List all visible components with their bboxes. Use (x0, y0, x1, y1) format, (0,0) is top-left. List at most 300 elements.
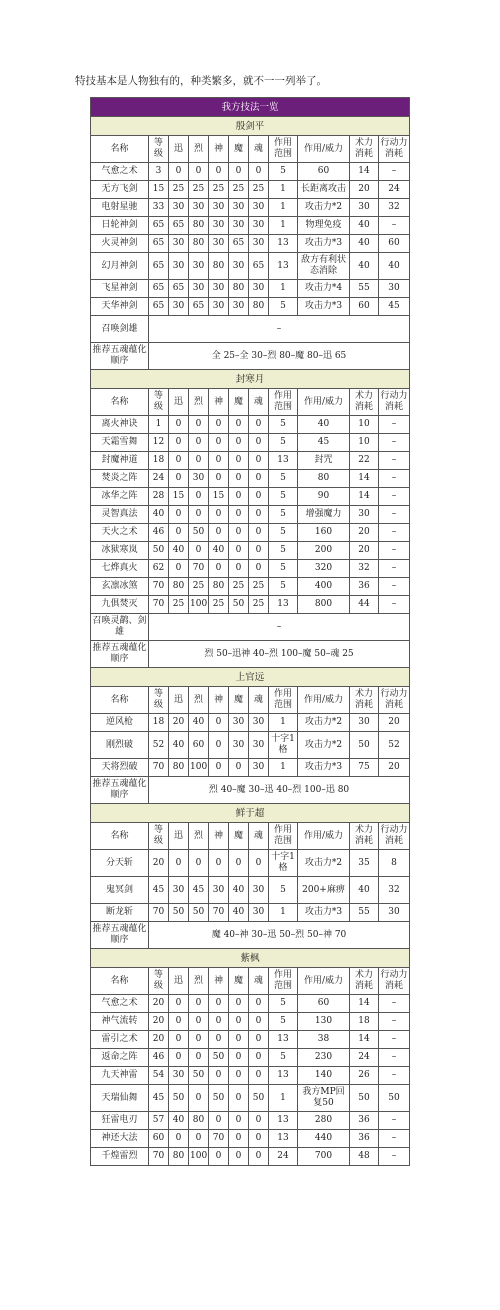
table-cell: 230 (298, 1049, 350, 1067)
table-cell: 5 (269, 298, 298, 316)
table-row (91, 1130, 410, 1148)
table-cell: 80 (189, 235, 209, 253)
table-cell: 440 (298, 1130, 350, 1148)
column-header: 术力消耗 (350, 687, 379, 714)
table-cell: 45 (379, 298, 410, 316)
table-cell: 8 (379, 850, 410, 877)
table-cell: 40 (189, 714, 209, 732)
table-cell: 18 (149, 452, 169, 470)
table-row (91, 235, 410, 253)
table-cell: 5 (269, 1013, 298, 1031)
column-header: 作用/威力 (298, 823, 350, 850)
table-cell: 0 (229, 1085, 249, 1112)
table-cell: 25 (189, 181, 209, 199)
table-cell: 1 (269, 759, 298, 777)
table-cell: 40 (169, 542, 189, 560)
table-cell: 13 (269, 452, 298, 470)
table-cell: 攻击力*3 (298, 759, 350, 777)
table-cell: 65 (249, 253, 269, 280)
table-cell: 0 (209, 524, 229, 542)
column-header: 烈 (189, 389, 209, 416)
table-cell: 30 (209, 217, 229, 235)
table-cell: 0 (209, 1031, 229, 1049)
table-row (91, 578, 410, 596)
table-cell: 30 (249, 714, 269, 732)
table-cell: 40 (298, 416, 350, 434)
column-header: 术力消耗 (350, 823, 379, 850)
table-cell: 65 (169, 217, 189, 235)
column-header: 名称 (91, 136, 149, 163)
table-cell: 0 (169, 506, 189, 524)
table-cell: 45 (189, 877, 209, 904)
table-cell: 0 (229, 434, 249, 452)
table-cell: 50 (169, 1085, 189, 1112)
table-cell: 0 (249, 1148, 269, 1166)
table-cell: 65 (149, 217, 169, 235)
table-cell: 50 (249, 1085, 269, 1112)
table-cell: 5 (269, 578, 298, 596)
table-cell: 30 (229, 217, 249, 235)
table-cell: 60 (350, 298, 379, 316)
table-cell: 80 (249, 298, 269, 316)
column-header: 烈 (189, 823, 209, 850)
recommend-label: 推荐五魂蕴化顺序 (91, 343, 149, 370)
table-cell: 1 (269, 714, 298, 732)
table-cell: 0 (209, 452, 229, 470)
table-cell: – (379, 506, 410, 524)
column-header: 魔 (229, 968, 249, 995)
table-row (91, 253, 410, 280)
table-cell: 0 (169, 470, 189, 488)
table-cell: 100 (189, 1148, 209, 1166)
table-cell: 幻月神剑 (91, 253, 149, 280)
table-cell: – (379, 1067, 410, 1085)
character-name: 鲜于超 (91, 804, 410, 823)
table-cell: 0 (189, 416, 209, 434)
table-cell: 40 (350, 217, 379, 235)
character-name: 紫枫 (91, 949, 410, 968)
table-cell: 0 (169, 1013, 189, 1031)
table-cell: 50 (149, 542, 169, 560)
table-cell: 冰华之阵 (91, 488, 149, 506)
table-cell: – (379, 416, 410, 434)
table-row (91, 542, 410, 560)
table-cell: 400 (298, 578, 350, 596)
recommend-label: 推荐五魂蕴化顺序 (91, 641, 149, 668)
table-cell: 0 (249, 163, 269, 181)
table-cell: 0 (169, 995, 189, 1013)
table-cell: 攻击力*3 (298, 298, 350, 316)
table-cell: 25 (229, 181, 249, 199)
table-cell: 40 (229, 904, 249, 922)
table-cell: 30 (169, 298, 189, 316)
table-cell: 80 (169, 1148, 189, 1166)
table-cell: 5 (269, 488, 298, 506)
column-header: 作用范围 (269, 968, 298, 995)
summon-value: – (149, 614, 410, 641)
table-cell: 10 (350, 416, 379, 434)
column-header: 术力消耗 (350, 389, 379, 416)
character-row (91, 804, 410, 823)
recommend-label: 推荐五魂蕴化顺序 (91, 922, 149, 949)
table-cell: 14 (350, 163, 379, 181)
table-cell: 45 (149, 1085, 169, 1112)
table-cell: 44 (350, 596, 379, 614)
table-cell: 0 (189, 452, 209, 470)
table-cell: 25 (209, 596, 229, 614)
table-cell: 30 (169, 199, 189, 217)
table-cell: 0 (209, 434, 229, 452)
table-cell: 物理免疫 (298, 217, 350, 235)
table-cell: 50 (189, 1067, 209, 1085)
table-cell: 46 (149, 1049, 169, 1067)
table-cell: 70 (149, 759, 169, 777)
summon-label: 召唤灵鹋、剑雄 (91, 614, 149, 641)
table-cell: 0 (169, 163, 189, 181)
table-cell: 70 (189, 560, 209, 578)
table-cell: 天华神剑 (91, 298, 149, 316)
table-cell: 1 (269, 217, 298, 235)
table-cell: 十字1格 (269, 850, 298, 877)
table-cell: 14 (350, 470, 379, 488)
table-cell: 45 (298, 434, 350, 452)
table-cell: – (379, 488, 410, 506)
table-cell: 130 (298, 1013, 350, 1031)
column-header: 神 (209, 687, 229, 714)
table-cell: 45 (149, 877, 169, 904)
table-cell: 24 (269, 1148, 298, 1166)
recommend-label: 推荐五魂蕴化顺序 (91, 777, 149, 804)
column-header: 名称 (91, 687, 149, 714)
table-cell: 30 (249, 732, 269, 759)
table-cell: 30 (169, 1067, 189, 1085)
table-cell: 25 (169, 596, 189, 614)
table-cell: 0 (169, 560, 189, 578)
table-cell: 65 (149, 280, 169, 298)
column-header: 作用范围 (269, 136, 298, 163)
table-cell: 1 (269, 199, 298, 217)
table-cell: 0 (249, 850, 269, 877)
column-header: 神 (209, 136, 229, 163)
table-cell: 雷引之术 (91, 1031, 149, 1049)
table-cell: 1 (269, 280, 298, 298)
table-cell: 飞星神剑 (91, 280, 149, 298)
table-row (91, 280, 410, 298)
table-cell: 千煌雷烈 (91, 1148, 149, 1166)
table-cell: 返命之阵 (91, 1049, 149, 1067)
table-cell: 3 (149, 163, 169, 181)
table-cell: 36 (350, 1130, 379, 1148)
column-header: 术力消耗 (350, 968, 379, 995)
table-cell: 长距离攻击 (298, 181, 350, 199)
table-cell: 0 (229, 995, 249, 1013)
table-cell: 0 (189, 1013, 209, 1031)
character-name: 上官远 (91, 668, 410, 687)
table-cell: 1 (269, 904, 298, 922)
table-cell: 火灵神剑 (91, 235, 149, 253)
character-row (91, 668, 410, 687)
table-cell: – (379, 1148, 410, 1166)
table-cell: 70 (149, 578, 169, 596)
recommend-row (91, 641, 410, 668)
table-cell: 200+麻痹 (298, 877, 350, 904)
table-row (91, 199, 410, 217)
table-cell: 5 (269, 1049, 298, 1067)
table-cell: 0 (189, 434, 209, 452)
table-cell: 80 (209, 578, 229, 596)
recommend-row (91, 343, 410, 370)
table-cell: 0 (169, 524, 189, 542)
table-row (91, 506, 410, 524)
table-cell: 5 (269, 524, 298, 542)
table-cell: 30 (189, 470, 209, 488)
table-row (91, 560, 410, 578)
table-row (91, 596, 410, 614)
table-row (91, 1031, 410, 1049)
table-cell: – (379, 542, 410, 560)
table-cell: 敌方有利状态消除 (298, 253, 350, 280)
table-row (91, 850, 410, 877)
table-cell: 13 (269, 596, 298, 614)
table-cell: 0 (249, 488, 269, 506)
table-cell: 0 (209, 995, 229, 1013)
table-cell: 30 (229, 298, 249, 316)
table-cell: 50 (350, 732, 379, 759)
column-header: 迅 (169, 389, 189, 416)
table-row (91, 163, 410, 181)
header-row (91, 389, 410, 416)
table-cell: 30 (249, 217, 269, 235)
column-header: 等级 (149, 968, 169, 995)
table-cell: 30 (169, 877, 189, 904)
table-cell: 0 (189, 1130, 209, 1148)
table-cell: 50 (209, 1049, 229, 1067)
column-header: 魂 (249, 823, 269, 850)
table-cell: 九天神雷 (91, 1067, 149, 1085)
table-cell: 30 (249, 904, 269, 922)
table-cell: 40 (379, 253, 410, 280)
column-header: 魂 (249, 136, 269, 163)
table-cell: 40 (209, 542, 229, 560)
table-cell: 50 (189, 524, 209, 542)
table-cell: 40 (350, 235, 379, 253)
table-cell: 0 (189, 1031, 209, 1049)
table-cell: 30 (169, 235, 189, 253)
table-cell: 0 (189, 995, 209, 1013)
column-header: 术力消耗 (350, 136, 379, 163)
table-cell: 0 (229, 1049, 249, 1067)
table-cell: 0 (189, 1049, 209, 1067)
table-cell: 36 (350, 1112, 379, 1130)
character-name: 殷剑平 (91, 117, 410, 136)
table-cell: – (379, 560, 410, 578)
table-cell: 13 (269, 1130, 298, 1148)
table-cell: 0 (209, 1013, 229, 1031)
table-cell: – (379, 524, 410, 542)
table-cell: 50 (229, 596, 249, 614)
table-cell: 65 (169, 280, 189, 298)
table-cell: 70 (149, 1148, 169, 1166)
table-row (91, 1112, 410, 1130)
table-row (91, 1013, 410, 1031)
table-cell: 90 (298, 488, 350, 506)
table-row (91, 217, 410, 235)
table-cell: 32 (379, 199, 410, 217)
table-cell: 25 (229, 578, 249, 596)
table-cell: 30 (350, 714, 379, 732)
table-cell: 0 (229, 1067, 249, 1085)
table-cell: 50 (169, 904, 189, 922)
table-cell: 28 (149, 488, 169, 506)
table-cell: 25 (169, 181, 189, 199)
table-cell: 30 (209, 298, 229, 316)
recommend-row (91, 777, 410, 804)
table-cell: 0 (229, 850, 249, 877)
table-cell: 1 (269, 181, 298, 199)
table-cell: 攻击力*2 (298, 199, 350, 217)
column-header: 迅 (169, 136, 189, 163)
table-cell: 12 (149, 434, 169, 452)
table-cell: 70 (209, 904, 229, 922)
table-cell: 0 (209, 732, 229, 759)
table-cell: 0 (209, 470, 229, 488)
table-cell: 0 (189, 850, 209, 877)
table-cell: 40 (169, 1112, 189, 1130)
table-cell: – (379, 596, 410, 614)
table-cell: – (379, 1013, 410, 1031)
table-cell: 0 (169, 1031, 189, 1049)
table-cell: 0 (249, 1031, 269, 1049)
table-cell: 0 (229, 452, 249, 470)
table-cell: 5 (269, 163, 298, 181)
table-cell: 13 (269, 1031, 298, 1049)
table-cell: 0 (229, 1112, 249, 1130)
table-cell: 60 (298, 995, 350, 1013)
table-row (91, 181, 410, 199)
table-cell: 0 (229, 506, 249, 524)
table-cell: 60 (189, 732, 209, 759)
table-cell: 0 (249, 452, 269, 470)
table-cell: 日轮神剑 (91, 217, 149, 235)
table-cell: 80 (229, 280, 249, 298)
table-cell: 30 (249, 235, 269, 253)
table-cell: 20 (379, 759, 410, 777)
table-cell: 15 (209, 488, 229, 506)
table-cell: 0 (249, 506, 269, 524)
table-cell: 54 (149, 1067, 169, 1085)
column-header: 魔 (229, 389, 249, 416)
summon-label: 召唤剑雄 (91, 316, 149, 343)
table-cell: 0 (209, 163, 229, 181)
table-cell: 5 (269, 560, 298, 578)
table-cell: 14 (350, 995, 379, 1013)
table-cell: 0 (229, 470, 249, 488)
column-header: 烈 (189, 687, 209, 714)
column-header: 作用/威力 (298, 968, 350, 995)
table-row (91, 488, 410, 506)
table-cell: 0 (229, 163, 249, 181)
table-cell: 50 (189, 904, 209, 922)
column-header: 行动力消耗 (379, 389, 410, 416)
table-cell: 75 (350, 759, 379, 777)
table-cell: 20 (350, 542, 379, 560)
table-cell: 20 (350, 181, 379, 199)
table-cell: 57 (149, 1112, 169, 1130)
header-row (91, 823, 410, 850)
table-cell: 65 (149, 253, 169, 280)
table-cell: 24 (350, 1049, 379, 1067)
table-cell: 天火之术 (91, 524, 149, 542)
table-cell: 0 (189, 1085, 209, 1112)
table-cell: 25 (249, 578, 269, 596)
table-cell: 0 (229, 1013, 249, 1031)
table-cell: 50 (379, 1085, 410, 1112)
column-header: 等级 (149, 823, 169, 850)
table-cell: 80 (298, 470, 350, 488)
table-cell: 0 (169, 1130, 189, 1148)
table-cell: 刚烈破 (91, 732, 149, 759)
table-cell: 0 (209, 560, 229, 578)
table-cell: 天霜雪舞 (91, 434, 149, 452)
table-cell: – (379, 1112, 410, 1130)
column-header: 行动力消耗 (379, 823, 410, 850)
table-cell: 0 (249, 542, 269, 560)
table-cell: 电射星驰 (91, 199, 149, 217)
table-cell: 0 (189, 163, 209, 181)
table-cell: 10 (350, 434, 379, 452)
table-cell: 0 (249, 524, 269, 542)
table-cell: – (379, 1031, 410, 1049)
table-cell: – (379, 452, 410, 470)
column-header: 迅 (169, 823, 189, 850)
table-cell: 30 (229, 732, 249, 759)
character-row (91, 117, 410, 136)
column-header: 作用范围 (269, 687, 298, 714)
column-header: 名称 (91, 968, 149, 995)
table-cell: 52 (149, 732, 169, 759)
table-cell: 14 (350, 488, 379, 506)
table-cell: 鬼冥剑 (91, 877, 149, 904)
column-header: 作用范围 (269, 389, 298, 416)
character-row (91, 949, 410, 968)
column-header: 等级 (149, 389, 169, 416)
table-row (91, 877, 410, 904)
table-cell: 0 (229, 759, 249, 777)
table-cell: 30 (350, 199, 379, 217)
column-header: 行动力消耗 (379, 687, 410, 714)
table-cell: 0 (229, 560, 249, 578)
table-cell: 38 (298, 1031, 350, 1049)
table-cell: 攻击力*4 (298, 280, 350, 298)
table-cell: 13 (269, 253, 298, 280)
table-cell: 0 (189, 506, 209, 524)
table-cell: 0 (249, 1130, 269, 1148)
column-header: 魔 (229, 136, 249, 163)
table-cell: 65 (149, 298, 169, 316)
table-row (91, 1085, 410, 1112)
table-cell: 十字1格 (269, 732, 298, 759)
table-cell: 15 (169, 488, 189, 506)
table-cell: 25 (249, 181, 269, 199)
table-cell: 冰狱寒岚 (91, 542, 149, 560)
column-header: 烈 (189, 968, 209, 995)
table-cell: 65 (229, 235, 249, 253)
recommend-order: 魔 40–神 30–迅 50–烈 50–神 70 (149, 922, 410, 949)
table-cell: 30 (169, 253, 189, 280)
column-header: 神 (209, 389, 229, 416)
table-row (91, 524, 410, 542)
table-cell: 5 (269, 506, 298, 524)
